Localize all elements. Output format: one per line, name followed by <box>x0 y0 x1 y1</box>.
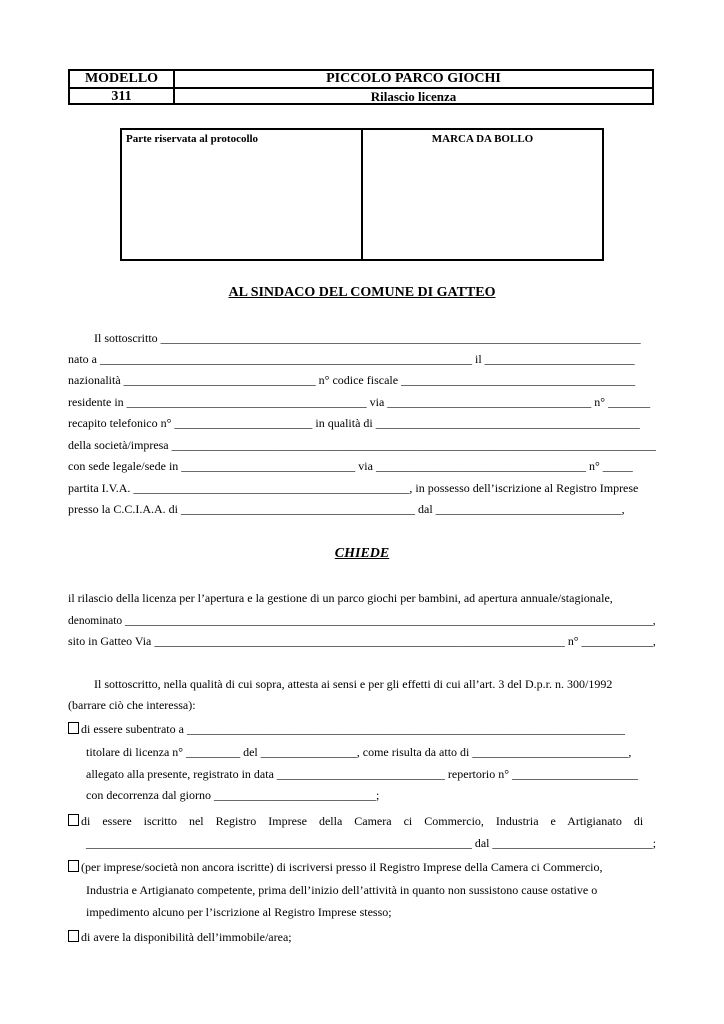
company-seat-line[interactable]: con sede legale/sede in _____________________________ via ___________________________________ n° _____ <box>68 459 633 473</box>
nationality-line[interactable]: nazionalità ________________________________ n° codice fiscale _______________________________________ <box>68 373 636 387</box>
option-iscriversi-text: (per imprese/società non ancora iscritte) di iscriversi presso il Registro Imprese della Camera ci Commercio, <box>81 860 603 874</box>
option-subentrato[interactable] <box>68 722 625 736</box>
declaration-instruction: (barrare ciò che interessa): <box>68 698 196 712</box>
checkbox-iscriversi[interactable] <box>68 860 79 872</box>
protocol-box <box>120 128 604 261</box>
model-number: 311 <box>111 89 132 104</box>
checkbox-disponibilita[interactable] <box>68 930 79 942</box>
cciaa-line[interactable]: presso la C.C.I.A.A. di _______________________________________ dal _______________________________, <box>68 502 625 516</box>
birth-line[interactable]: nato a ______________________________________________________________ il _________________________ <box>68 352 635 366</box>
phone-line[interactable]: recapito telefonico n° _______________________ in qualità di ____________________________________________ <box>68 416 640 430</box>
option-iscriversi-line-3: impedimento alcuno per l’iscrizione al Registro Imprese stesso; <box>86 905 392 919</box>
applicant-name-line[interactable]: Il sottoscritto ________________________________________________________________________________ <box>94 331 641 345</box>
company-line[interactable]: della società/impresa _________________________________________________________________________________ <box>68 438 656 452</box>
form-subtitle: Rilascio licenza <box>370 89 457 104</box>
protocol-area[interactable]: Parte riservata al protocollo <box>122 130 363 259</box>
option-iscriversi[interactable] <box>68 860 603 874</box>
option-subentrato-text: di essere subentrato a _________________________________________________________________________ <box>81 722 625 736</box>
effective-date-line[interactable]: con decorrenza dal giorno ___________________________; <box>86 788 380 802</box>
park-name-line[interactable]: denominato ____________________________________________________________________________________________, <box>68 613 656 627</box>
option-disponibilita-text: di avere la disponibilità dell’immobile/area; <box>81 930 292 944</box>
checkbox-iscritto[interactable] <box>68 814 79 826</box>
model-label: MODELLO <box>70 71 173 89</box>
option-iscritto-text: di essere iscritto nel Registro Imprese della Camera ci Commercio, Industria e Artigianato di <box>81 814 644 828</box>
checkbox-subentrato[interactable] <box>68 722 79 734</box>
residence-line[interactable]: residente in ________________________________________ via __________________________________ n° _______ <box>68 395 651 409</box>
park-address-line[interactable]: sito in Gatteo Via _____________________________________________________________________ n° ____________, <box>68 634 656 648</box>
request-line: il rilascio della licenza per l’apertura e la gestione di un parco giochi per bambini, ad apertura annuale/stagionale, <box>68 591 613 605</box>
request-heading: CHIEDE <box>334 546 390 561</box>
addressee-heading: AL SINDACO DEL COMUNE DI GATTEO <box>228 285 496 300</box>
declaration-line: Il sottoscritto, nella qualità di cui sopra, attesta ai sensi e per gli effetti di cui all’art. 3 del D.p.r. n. 300/1992 <box>94 677 613 691</box>
license-holder-line[interactable]: titolare di licenza n° _________ del ________________, come risulta da atto di __________________________, <box>86 745 632 759</box>
header-table <box>68 69 654 105</box>
option-iscriversi-line-2: Industria e Artigianato competente, prima dell’inizio dell’attività in quanto non sussistono cause ostative o <box>86 883 598 897</box>
vat-line[interactable]: partita I.V.A. ______________________________________________, in possesso dell’iscrizione al Registro Imprese <box>68 481 639 495</box>
registration-line[interactable]: allegato alla presente, registrato in data ____________________________ repertorio n° _____________________ <box>86 767 639 781</box>
option-iscritto[interactable] <box>68 814 643 828</box>
chamber-line[interactable]: _________________________________________________________________ dal ___________________________; <box>86 836 657 850</box>
form-title: PICCOLO PARCO GIOCHI <box>175 71 652 89</box>
stamp-area[interactable]: MARCA DA BOLLO <box>431 133 534 145</box>
option-disponibilita[interactable] <box>68 930 292 944</box>
